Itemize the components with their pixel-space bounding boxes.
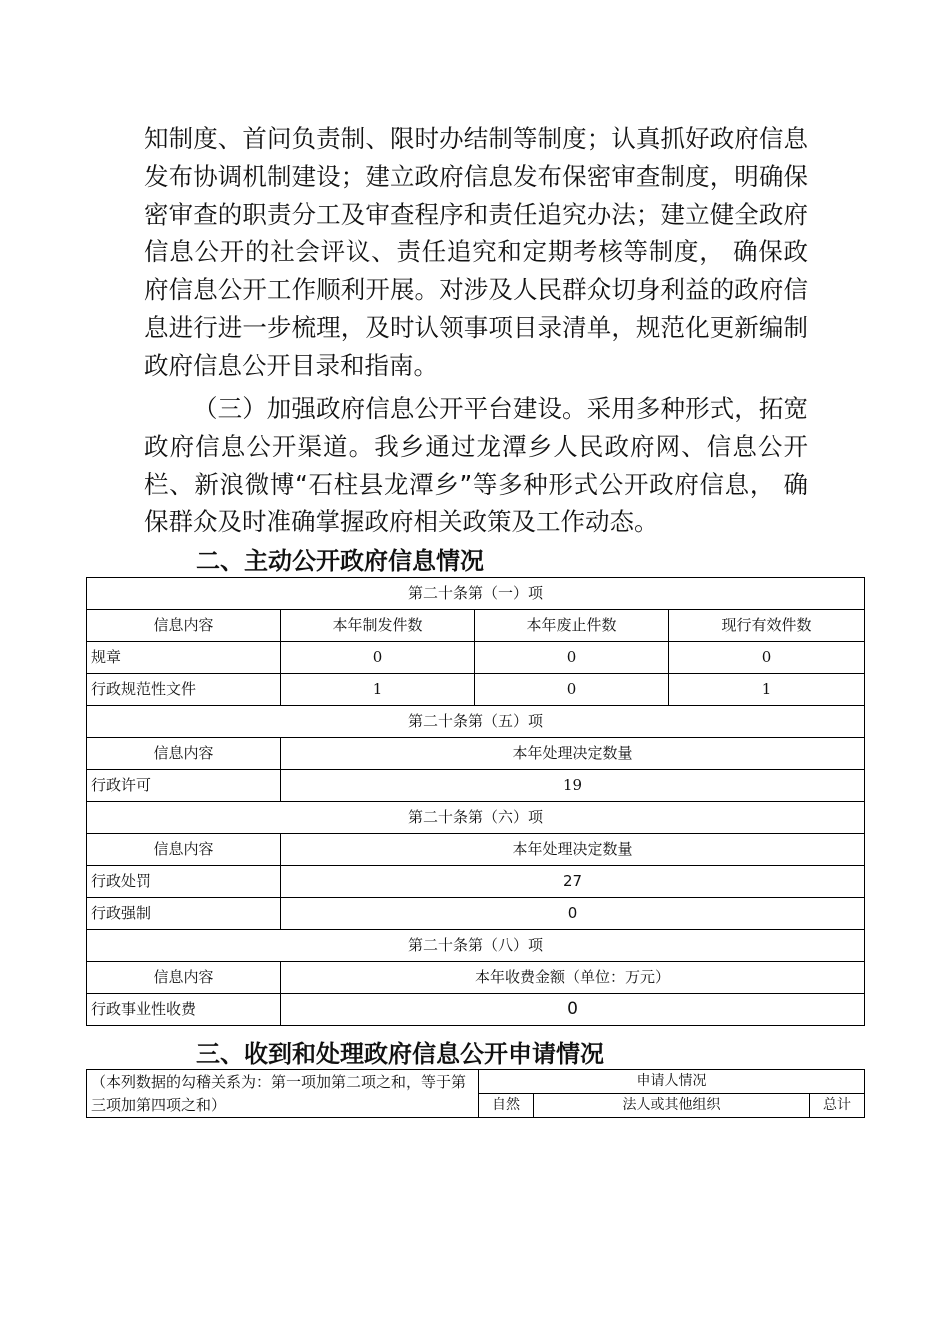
column-header: 信息内容	[87, 834, 281, 866]
column-header: 信息内容	[87, 962, 281, 994]
application-table	[86, 1069, 865, 1118]
cell-value: 0	[475, 674, 669, 706]
table-row	[87, 642, 865, 674]
paragraph-regulations: 知制度、首问负责制、限时办结制等制度；认真抓好政府信息发布协调机制建设；建立政府信息发布保密审查制度，明确保密审查的职责分工及审查程序和责任追究办法；建立健全政府信息公开的社会评议、责任追究和定期考核等制度， 确保政府信息公开工作顺利开展。对涉及人民群众切身利益的政府信息进行进一步梳理，及时认领事项目录清单，规范化更新编制政府信息公开目录和指南。	[144, 124, 808, 380]
section-title-art20-1: 第二十条第（一）项	[87, 578, 865, 610]
table-row	[87, 770, 865, 802]
table-row	[87, 962, 865, 994]
column-header: 本年处理决定数量	[281, 738, 865, 770]
table-row	[87, 994, 865, 1026]
cell-value: 0	[281, 898, 865, 930]
column-header: 信息内容	[87, 610, 281, 642]
column-header: 本年废止件数	[475, 610, 669, 642]
row-label: 行政处罚	[87, 866, 281, 898]
cell-value: 0	[281, 642, 475, 674]
applicant-header: 申请人情况	[479, 1070, 865, 1094]
cell-value: 1	[669, 674, 865, 706]
column-header: 本年制发件数	[281, 610, 475, 642]
row-label: 行政强制	[87, 898, 281, 930]
column-header: 现行有效件数	[669, 610, 865, 642]
subheader-natural-person: 自然	[479, 1094, 534, 1118]
table-row	[87, 738, 865, 770]
column-header: 信息内容	[87, 738, 281, 770]
section-title-art20-8: 第二十条第（八）项	[87, 930, 865, 962]
row-label: 行政规范性文件	[87, 674, 281, 706]
row-label: 行政事业性收费	[87, 994, 281, 1026]
row-label: 规章	[87, 642, 281, 674]
cell-value: 0	[475, 642, 669, 674]
table-row	[87, 930, 865, 962]
table-row	[87, 898, 865, 930]
relation-note: （本列数据的勾稽关系为：第一项加第二项之和，等于第三项加第四项之和）	[87, 1070, 479, 1118]
paragraph-platform-lead: （三）加强政府信息公开平台建设。	[193, 394, 587, 423]
cell-value: 19	[281, 770, 865, 802]
subheader-legal-person: 法人或其他组织	[534, 1094, 810, 1118]
table-row	[87, 1070, 865, 1094]
cell-value: 0	[281, 994, 865, 1026]
section-title-art20-5: 第二十条第（五）项	[87, 706, 865, 738]
column-header: 本年收费金额（单位：万元）	[281, 962, 865, 994]
table-row	[87, 706, 865, 738]
table-row	[87, 610, 865, 642]
table-row	[87, 834, 865, 866]
table-row	[87, 578, 865, 610]
section-title-art20-6: 第二十条第（六）项	[87, 802, 865, 834]
proactive-disclosure-table	[86, 577, 865, 1026]
subheader-total: 总计	[810, 1094, 865, 1118]
column-header: 本年处理决定数量	[281, 834, 865, 866]
cell-value: 1	[281, 674, 475, 706]
paragraph-platform-body: 采用多种形式，拓宽政府信息公开渠道。我乡通过龙潭乡人民政府网、信息公开栏、新浪微博“石柱县龙潭乡”等多种形式公开政府信息， 确保群众及时准确掌握政府相关政策及工作动态。	[144, 394, 809, 537]
table-row	[87, 674, 865, 706]
section-heading-2: 二、主动公开政府信息情况	[196, 546, 484, 575]
cell-value: 0	[669, 642, 865, 674]
table-row	[87, 802, 865, 834]
section-heading-3: 三、收到和处理政府信息公开申请情况	[196, 1039, 604, 1068]
table-row	[87, 866, 865, 898]
cell-value: 27	[281, 866, 865, 898]
row-label: 行政许可	[87, 770, 281, 802]
paragraph-platform	[144, 390, 808, 541]
